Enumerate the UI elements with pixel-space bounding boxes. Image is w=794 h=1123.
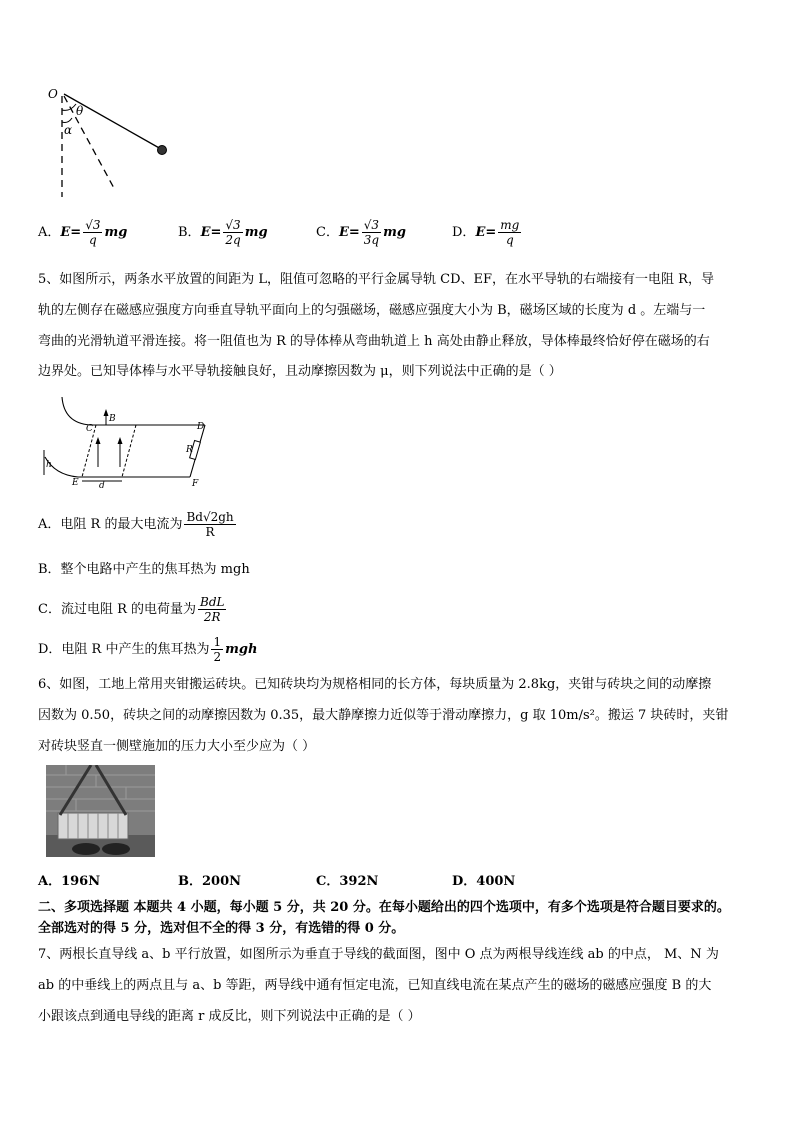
q6-option-a: A．196N	[38, 874, 101, 889]
q4-option-d: D．E= $\frac{mg}{q}$	[452, 218, 520, 247]
fig-label-c: C	[86, 424, 93, 434]
fig-label-r: R	[186, 445, 193, 455]
q6-line-1: 6、如图，工地上常用夹钳搬运砖块。已知砖块均为规格相同的长方体，每块质量为 2.8kg，夹钳与砖块之间的动摩擦	[38, 677, 712, 692]
q5-option-a: A．电阻 R 的最大电流为 $\frac{Bd√2gh}{R}$	[38, 510, 234, 539]
q6-option-d: D．400N	[452, 874, 516, 889]
fig-label-d: D	[197, 422, 205, 432]
q6-line-3: 对砖块竖直一侧壁施加的压力大小至少应为（ ）	[38, 739, 316, 754]
rail-figure	[40, 395, 220, 490]
q6-option-c: C．392N	[316, 874, 379, 889]
fig-label-b: B	[109, 414, 116, 424]
section2-line-2: 全部选对的得 5 分，选对但不全的得 3 分，有选错的得 0 分。	[38, 921, 405, 936]
q5-line-4: 边界处。已知导体棒与水平导轨接触良好，且动摩擦因数为 μ，则下列说法中正确的是（ ）	[38, 364, 562, 379]
q4-option-a: A．E= $\frac{√3}{q}$ mg	[38, 218, 128, 247]
brick-clamp-photo	[46, 765, 155, 857]
q5-line-1: 5、如图所示，两条水平放置的间距为 L，阻值可忽略的平行金属导轨 CD、EF，在水平导轨的右端接有一电阻 R，导	[38, 272, 714, 287]
label-o: O	[48, 87, 58, 101]
q5-option-b: B．整个电路中产生的焦耳热为 mgh	[38, 562, 250, 577]
q7-line-3: 小跟该点到通电导线的距离 r 成反比，则下列说法中正确的是（ ）	[38, 1009, 421, 1024]
q5-line-3: 弯曲的光滑轨道平滑连接。将一阻值也为 R 的导体棒从弯曲轨道上 h 高处由静止释放，导体棒最终恰好停在磁场的右	[38, 334, 710, 349]
q6-line-2: 因数为 0.50，砖块之间的动摩擦因数为 0.35，最大静摩擦力近似等于滑动摩擦力，g 取 10m/s²。搬运 7 块砖时，夹钳	[38, 708, 729, 723]
pendulum-ball	[158, 146, 167, 155]
q5-option-d: D．电阻 R 中产生的焦耳热为 $\frac{1}{2}$ mgh	[38, 635, 258, 664]
fig-label-h: h	[46, 460, 52, 470]
section2-line-1: 二、多项选择题 本题共 4 小题，每小题 5 分，共 20 分。在每小题给出的四个选项中，有多个选项是符合题目要求的。	[38, 900, 730, 915]
q5-option-c: C．流过电阻 R 的电荷量为 $\frac{\text{BdL}}{2R}$	[38, 595, 225, 624]
label-alpha: α	[64, 123, 73, 137]
field-dashed-line	[64, 96, 115, 190]
q4-option-b: B．E= $\frac{√3}{2q}$ mg	[178, 218, 268, 247]
q7-line-2: ab 的中垂线上的两点且与 a、b 等距，两导线中通有恒定电流，已知直线电流在某点产生的磁场的磁感应强度 B 的大	[38, 978, 712, 993]
q5-line-2: 轨的左侧存在磁感应强度方向垂直导轨平面向上的匀强磁场，磁感应强度大小为 B，磁场区域的长度为 d 。左端与一	[38, 303, 706, 318]
label-theta: θ	[76, 104, 84, 118]
q6-option-b: B．200N	[178, 874, 242, 889]
fig-label-d-length: d	[99, 481, 105, 490]
q4-option-c: C．E= $\frac{√3}{3q}$ mg	[316, 218, 406, 247]
field-boundary-right	[122, 425, 136, 477]
q7-line-1: 7、两根长直导线 a、b 平行放置，如图所示为垂直于导线的截面图，图中 O 点为两根导线连线 ab 的中点， M、N 为	[38, 947, 719, 962]
pendulum-figure	[40, 82, 180, 202]
fig-label-f: F	[192, 479, 199, 489]
fig-label-e: E	[72, 478, 79, 488]
curved-rail-top	[62, 397, 90, 425]
